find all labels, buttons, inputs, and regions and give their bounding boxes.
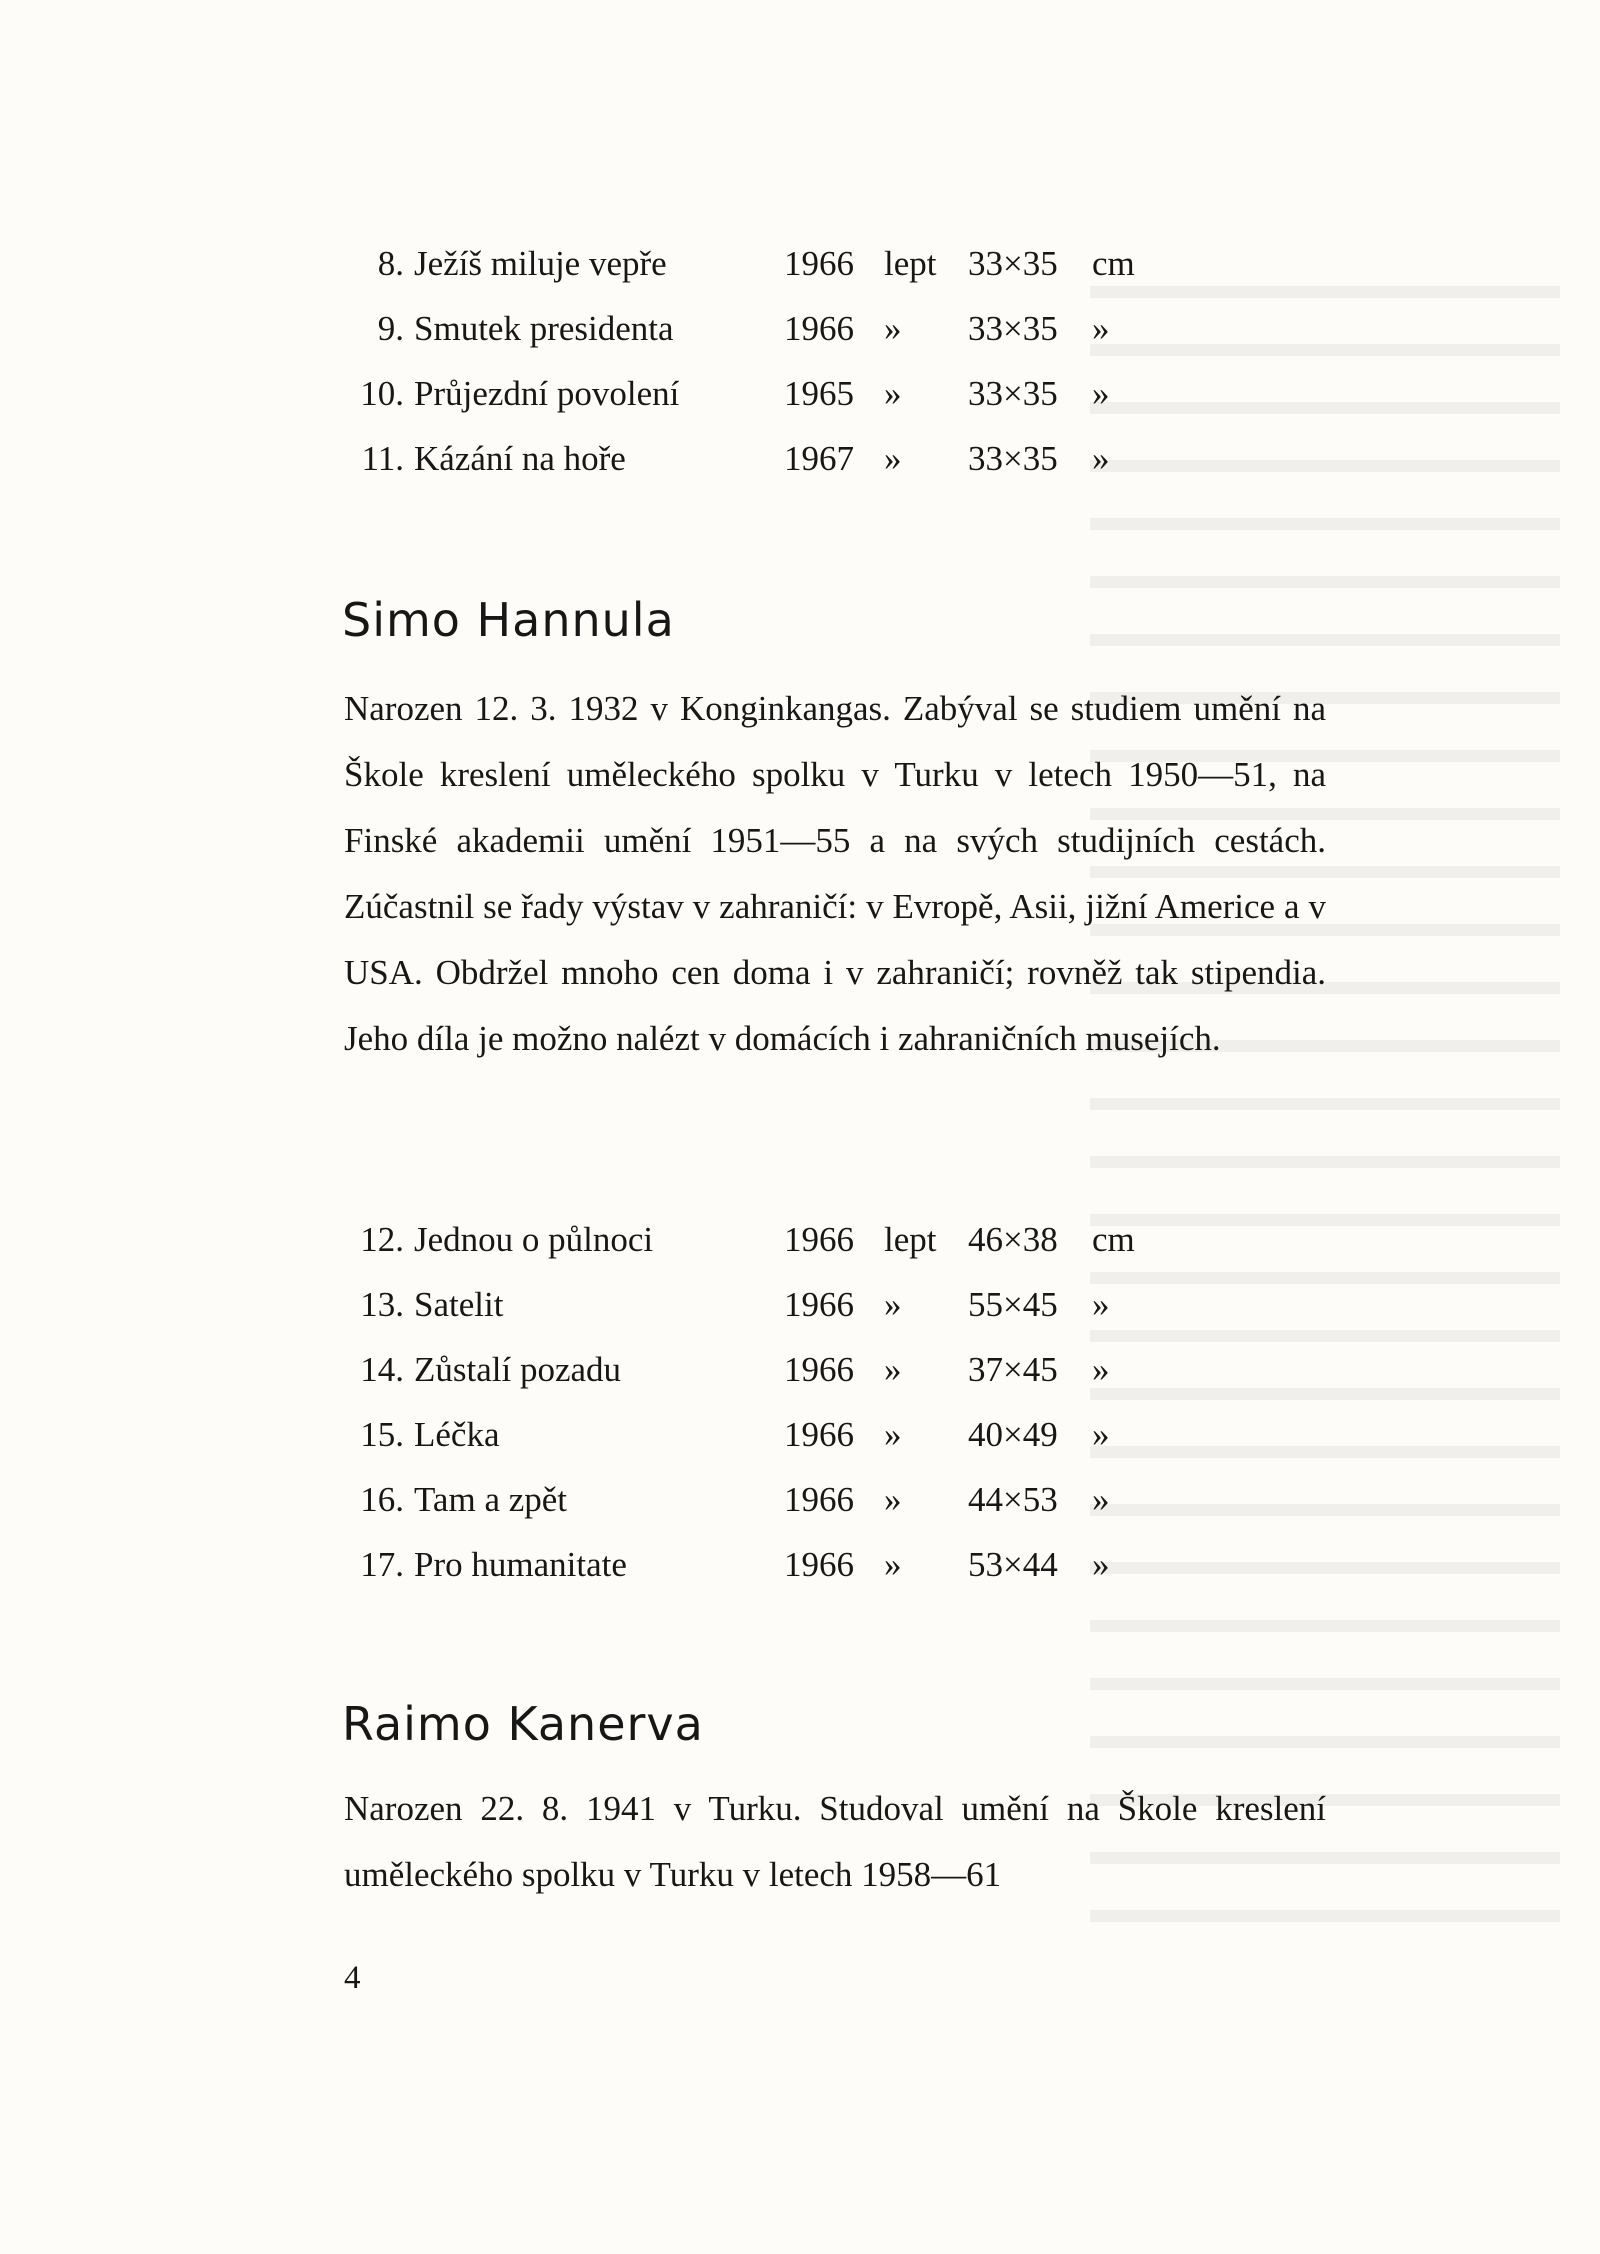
work-title: Tam a zpět [414,1480,568,1519]
work-technique: lept [884,1220,937,1259]
work-title: Kázání na hoře [414,439,626,478]
work-title: Průjezdní povolení [414,374,680,413]
work-unit: » [1092,1285,1110,1324]
work-size: 33×35 [968,374,1058,413]
work-title: Satelit [414,1285,504,1324]
work-number: 17. [360,1545,404,1584]
work-year: 1966 [784,244,854,283]
work-unit: cm [1092,244,1135,283]
work-unit: » [1092,1545,1110,1584]
work-unit: » [1092,1350,1110,1389]
work-year: 1966 [784,1415,854,1454]
artist-name-heading: Simo Hannula [342,593,675,647]
work-unit: cm [1092,1220,1135,1259]
work-year: 1965 [784,374,854,413]
work-title: Zůstalí pozadu [414,1350,622,1389]
work-title: Léčka [414,1415,500,1454]
page-number: 4 [344,1960,361,1996]
work-size: 40×49 [968,1415,1058,1454]
work-size: 55×45 [968,1285,1058,1324]
work-year: 1966 [784,1285,854,1324]
artist-name-heading: Raimo Kanerva [342,1697,704,1751]
work-technique: » [884,374,902,413]
work-number: 14. [360,1350,404,1389]
work-year: 1966 [784,1350,854,1389]
work-unit: » [1092,1480,1110,1519]
work-title: Smutek presidenta [414,309,674,348]
work-title: Ježíš miluje vepře [414,244,667,283]
work-technique: » [884,1285,902,1324]
show-through-text [1090,240,1560,1940]
work-size: 37×45 [968,1350,1058,1389]
work-year: 1966 [784,309,854,348]
work-year: 1966 [784,1480,854,1519]
work-number: 12. [360,1220,404,1259]
work-technique: » [884,1350,902,1389]
work-number: 9. [377,309,404,348]
work-technique: » [884,1415,902,1454]
work-technique: » [884,309,902,348]
work-size: 46×38 [968,1220,1058,1259]
work-number: 11. [361,439,404,478]
work-unit: » [1092,309,1110,348]
work-technique: » [884,439,902,478]
work-technique: » [884,1480,902,1519]
work-technique: » [884,1545,902,1584]
work-number: 13. [360,1285,404,1324]
work-size: 33×35 [968,309,1058,348]
work-number: 10. [360,374,404,413]
artist-biography: Narozen 12. 3. 1932 v Konginkangas. Zabýval se studiem umění na Škole kreslení uměleckého spolku v Turku v letech 1950—51, na Finské akademii umění 1951—55 a na svých studijních cestách. Zúčastnil se řady výstav v zahraničí: v Evropě, Asii, jižní Americe a v USA. Obdržel mnoho cen doma i v zahraničí; rovněž tak stipendia. Jeho díla je možno nalézt v domácích i zahraničních musejích. [344,689,1326,1058]
work-number: 16. [360,1480,404,1519]
work-number: 8. [377,244,404,283]
work-size: 44×53 [968,1480,1058,1519]
work-year: 1966 [784,1545,854,1584]
work-title: Jednou o půlnoci [414,1220,654,1259]
work-size: 33×35 [968,439,1058,478]
work-number: 15. [360,1415,404,1454]
work-unit: » [1092,1415,1110,1454]
work-year: 1967 [784,439,854,478]
work-year: 1966 [784,1220,854,1259]
work-size: 53×44 [968,1545,1058,1584]
artist-biography: Narozen 22. 8. 1941 v Turku. Studoval umění na Škole kreslení uměleckého spolku v Turku v letech 1958—61 [344,1789,1326,1894]
work-technique: lept [884,244,937,283]
work-size: 33×35 [968,244,1058,283]
work-unit: » [1092,439,1110,478]
work-unit: » [1092,374,1110,413]
work-title: Pro humanitate [414,1545,627,1584]
